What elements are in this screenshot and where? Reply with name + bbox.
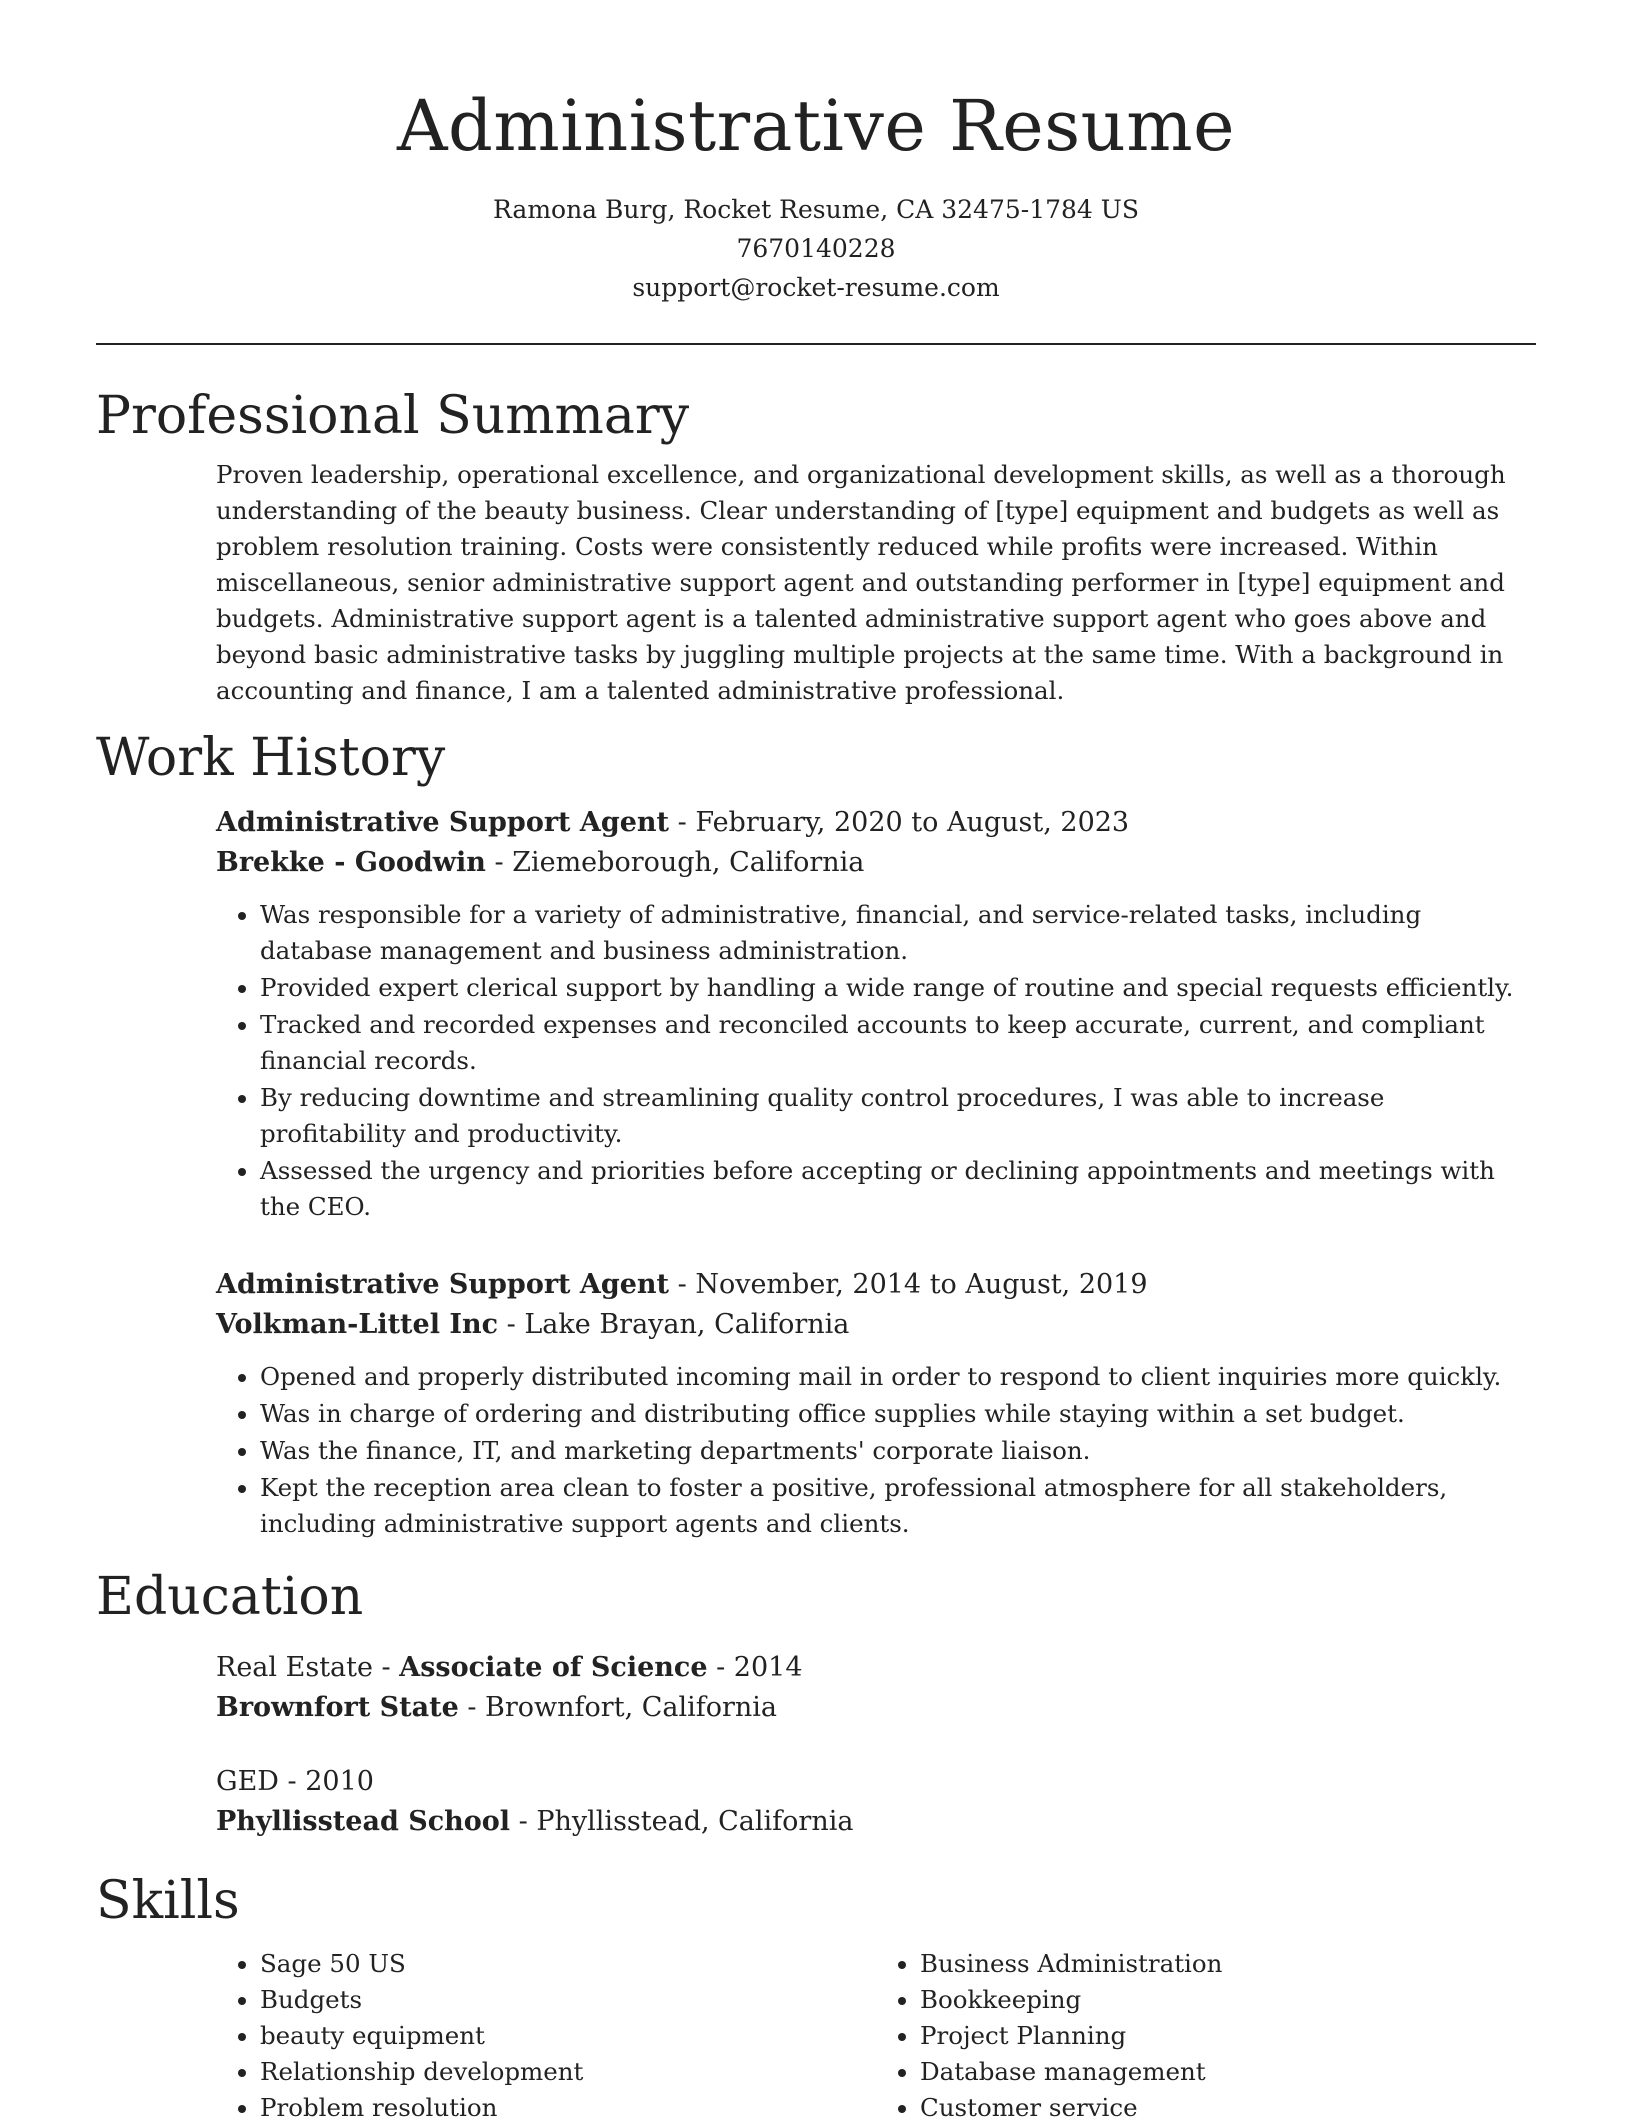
education-degree: Associate of Science — [399, 1652, 708, 1683]
job-dates: - February, 2020 to August, 2023 — [669, 807, 1130, 838]
job-bullets — [216, 1359, 1536, 1542]
job-title-line — [216, 1265, 1536, 1305]
job-company-line — [216, 1305, 1536, 1345]
section-skills — [96, 1868, 1536, 2126]
section-heading: Skills — [96, 1871, 240, 1931]
job-title: Administrative Support Agent — [216, 1269, 670, 1300]
skill-item: • Business Administration — [920, 1946, 1536, 1982]
job-location: - Lake Brayan, California — [498, 1309, 850, 1340]
skill-item: • Relationship development — [260, 2054, 876, 2090]
education-degree-line — [216, 1762, 1536, 1802]
skill-item: • Project Planning — [920, 2018, 1536, 2054]
list-item: • Opened and properly distributed incoming mail in order to respond to client inquiries more quickly. — [260, 1359, 1536, 1395]
skills-column-left — [216, 1946, 876, 2126]
education-school-line — [216, 1688, 1536, 1728]
job-entry — [216, 803, 1536, 1225]
contact-phone: 7670140228 — [736, 234, 896, 263]
skill-item: • Budgets — [260, 1982, 876, 2018]
skill-item: • Sage 50 US — [260, 1946, 876, 1982]
education-location: - Phyllisstead, California — [510, 1806, 854, 1837]
job-dates: - November, 2014 to August, 2019 — [669, 1269, 1148, 1300]
skills-grid — [216, 1946, 1536, 2126]
education-school-line — [216, 1802, 1536, 1842]
job-title: Administrative Support Agent — [216, 807, 670, 838]
job-company: Brekke - Goodwin — [216, 847, 486, 878]
job-bullets — [216, 897, 1536, 1225]
skill-item: • Bookkeeping — [920, 1982, 1536, 2018]
education-school: Phyllisstead School — [216, 1806, 511, 1837]
header-divider — [96, 343, 1536, 345]
contact-email: support@rocket-resume.com — [632, 273, 1000, 302]
job-company: Volkman-Littel Inc — [216, 1309, 499, 1340]
list-item: • Assessed the urgency and priorities before accepting or declining appointments and meetings with the CEO. — [260, 1153, 1536, 1225]
skill-item: • beauty equipment — [260, 2018, 876, 2054]
contact-info — [96, 190, 1536, 307]
education-year: - 2010 — [278, 1766, 374, 1797]
skill-item: • Problem resolution — [260, 2090, 876, 2126]
page-title: Administrative Resume — [396, 85, 1236, 167]
list-item: • Kept the reception area clean to foster a positive, professional atmosphere for all stakeholders, including administrative support agents and clients. — [260, 1470, 1536, 1542]
section-professional-summary — [96, 383, 1536, 709]
list-item: • Was in charge of ordering and distributing office supplies while staying within a set budget. — [260, 1396, 1536, 1432]
education-location: - Brownfort, California — [458, 1692, 778, 1723]
resume-header — [96, 0, 1536, 307]
section-education — [96, 1564, 1536, 1842]
education-entry — [216, 1762, 1536, 1842]
list-item: • By reducing downtime and streamlining quality control procedures, I was able to increase profitability and productivity. — [260, 1080, 1536, 1152]
list-item: • Tracked and recorded expenses and reconciled accounts to keep accurate, current, and compliant financial records. — [260, 1007, 1536, 1079]
skills-column-right — [876, 1946, 1536, 2126]
skill-item: • Customer service — [920, 2090, 1536, 2126]
job-location: - Ziemeborough, California — [485, 847, 865, 878]
education-school: Brownfort State — [216, 1692, 459, 1723]
list-item: • Was responsible for a variety of administrative, financial, and service-related tasks, including database management and business administration. — [260, 897, 1536, 969]
skill-item: • Database management — [920, 2054, 1536, 2090]
education-field: Real Estate - — [216, 1652, 400, 1683]
education-degree-line — [216, 1648, 1536, 1688]
education-year: - 2014 — [707, 1652, 803, 1683]
job-title-line — [216, 803, 1536, 843]
section-heading: Work History — [96, 728, 446, 788]
section-work-history — [96, 725, 1536, 1542]
education-degree: GED — [216, 1766, 279, 1797]
list-item: • Provided expert clerical support by handling a wide range of routine and special requests efficiently. — [260, 970, 1536, 1006]
section-heading: Professional Summary — [96, 386, 690, 446]
section-heading: Education — [96, 1567, 364, 1627]
education-entry — [216, 1648, 1536, 1728]
job-entry — [216, 1265, 1536, 1542]
list-item: • Was the finance, IT, and marketing departments' corporate liaison. — [260, 1433, 1536, 1469]
job-company-line — [216, 843, 1536, 883]
summary-text: Proven leadership, operational excellence, and organizational development skills, as well as a thorough understanding of the beauty business. Clear understanding of [type] equipment and budgets as well as problem resolution training. Costs were consistently reduced while profits were increased. Within miscellaneous, senior administrative support agent and outstanding performer in [type] equipment and budgets. Administrative support agent is a talented administrative support agent who goes above and beyond basic administrative tasks by juggling multiple projects at the same time. With a background in accounting and finance, I am a talented administrative professional. — [216, 460, 1506, 705]
contact-address: Ramona Burg, Rocket Resume, CA 32475-1784 US — [493, 195, 1139, 224]
